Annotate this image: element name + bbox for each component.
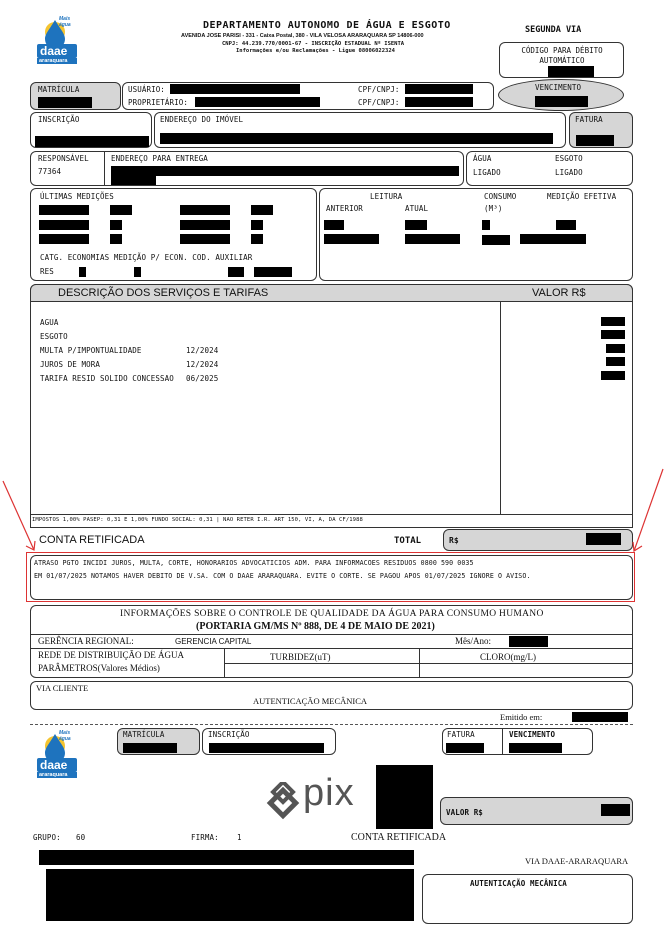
barcode-number xyxy=(39,850,414,865)
quality-title: INFORMAÇÕES SOBRE O CONTROLE DE QUALIDADE DA ÁGUA PARA CONSUMO HUMANO xyxy=(120,609,544,619)
consumo-label: CONSUMO xyxy=(484,192,517,201)
atual-label: ATUAL xyxy=(405,204,429,213)
quality-portaria: (PORTARIA GM/MS Nº 888, DE 4 DE MAIO DE 2021) xyxy=(196,621,435,632)
responsavel-value: 77364 xyxy=(38,167,62,176)
turbidez-label: TURBIDEZ(uT) xyxy=(270,652,331,662)
firma-label: FIRMA: xyxy=(191,833,219,842)
services-panel xyxy=(30,284,633,528)
catg-value: RES xyxy=(40,267,54,276)
entrega-label: ENDEREÇO PARA ENTREGA xyxy=(111,154,208,163)
stub-valor-label: VALOR R$ xyxy=(446,808,483,817)
conta-retificada: CONTA RETIFICADA xyxy=(39,534,145,546)
cpf-label-1: CPF/CNPJ: xyxy=(358,85,400,94)
endereco-label: ENDEREÇO DO IMÓVEL xyxy=(160,115,244,124)
pix-label: pix xyxy=(303,772,355,814)
autenticacao-label: AUTENTICAÇÃO MECÂNICA xyxy=(253,696,368,706)
tax-footnote: IMPOSTOS 1,00% PASEP: 0,31 E 1,00% FUNDO SOCIAL: 0,31 | NAO RETER I.R. ART 150, VI, A, DA CF/1988 xyxy=(32,517,363,523)
matricula-label: MATRÍCULA xyxy=(38,85,80,94)
left-arrow-icon xyxy=(0,478,40,558)
cut-line xyxy=(30,724,633,725)
catg-header: CATG. ECONOMIAS MEDIÇÃO P/ ECON. COD. AUXILIAR xyxy=(40,253,253,262)
stub-fatura-label: FATURA xyxy=(447,730,475,739)
logo-tagline: Mais água xyxy=(59,16,71,28)
medicao-efetiva-label: MEDIÇÃO EFETIVA xyxy=(547,192,617,201)
header-info: Informações e/ou Reclamações - Ligue 08006022324 xyxy=(236,48,395,54)
service-desc-3: JUROS DE MORA xyxy=(40,360,100,369)
service-desc-2: MULTA P/IMPONTUALIDADE xyxy=(40,346,142,355)
service-ref-2: 12/2024 xyxy=(186,346,219,355)
esgoto-status: LIGADO xyxy=(555,168,583,177)
vencimento-label: VENCIMENTO xyxy=(535,83,582,92)
service-desc-4: TARIFA RESID SOLIDO CONCESSAO xyxy=(40,374,174,383)
consumo-unit: (M³) xyxy=(484,204,503,213)
fatura-label: FATURA xyxy=(575,115,603,124)
logo-name: daae xyxy=(40,758,68,772)
cpf-label-2: CPF/CNPJ: xyxy=(358,98,400,107)
ultimas-medicoes-label: ÚLTIMAS MEDIÇÕES xyxy=(40,192,114,201)
mes-ano-label: Mês/Ano: xyxy=(455,636,491,646)
agua-status: LIGADO xyxy=(473,168,501,177)
agua-label: ÁGUA xyxy=(473,154,492,163)
service-ref-3: 12/2024 xyxy=(186,360,219,369)
header-title: DEPARTAMENTO AUTONOMO DE ÁGUA E ESGOTO xyxy=(203,20,451,31)
emitido-label: Emitido em: xyxy=(500,712,543,722)
leitura-label: LEITURA xyxy=(370,192,403,201)
cloro-label: CLORO(mg/L) xyxy=(480,652,536,662)
right-arrow-icon xyxy=(626,466,666,558)
logo-city: araraquara xyxy=(39,772,68,778)
via-daae-label: VIA DAAE-ARARAQUARA xyxy=(525,856,629,866)
copy-label: SEGUNDA VIA xyxy=(525,25,582,35)
barcode xyxy=(46,869,414,921)
service-ref-4: 06/2025 xyxy=(186,374,219,383)
pix-icon xyxy=(262,782,304,824)
pix-qr-code xyxy=(376,765,433,829)
via-cliente-label: VIA CLIENTE xyxy=(36,683,89,693)
proprietario-label: PROPRIETÁRIO: xyxy=(128,98,188,107)
grupo-value: 60 xyxy=(76,833,86,842)
notice-line-2: EM 01/07/2025 NOTAMOS HAVER DEBITO DE V.SA. COM O DAAE ARARAQUARA. EVITE O CORTE. SE PAGOU APOS 01/07/2025 IGNORE O AVISO. xyxy=(34,572,531,580)
stub-autenticacao-label: AUTENTICAÇÃO MECÂNICA xyxy=(470,879,567,888)
daae-logo xyxy=(33,14,83,66)
service-desc-0: AGUA xyxy=(40,318,59,327)
stub-matricula-label: MATRÍCULA xyxy=(123,730,165,739)
logo-tagline: Mais água xyxy=(59,730,71,742)
parametros-label: PARÂMETROS(Valores Médios) xyxy=(38,663,160,673)
header-cnpj: CNPJ: 44.239.770/0001-67 - INSCRIÇÃO ESTADUAL Nº ISENTA xyxy=(222,41,405,47)
logo-city: araraquara xyxy=(39,58,68,64)
stub-inscricao-label: INSCRIÇÃO xyxy=(208,730,250,739)
total-label: TOTAL xyxy=(394,536,422,546)
stub-retificada: CONTA RETIFICADA xyxy=(351,832,447,843)
esgoto-label: ESGOTO xyxy=(555,154,583,163)
gerencia-label: GERÊNCIA REGIONAL: xyxy=(38,636,134,646)
anterior-label: ANTERIOR xyxy=(326,204,363,213)
daae-logo-stub xyxy=(33,728,83,780)
total-currency: R$ xyxy=(449,536,459,545)
inscricao-label: INSCRIÇÃO xyxy=(38,115,80,124)
header-address: AVENIDA JOSE PARISI - 331 - Caixa Postal, 380 - VILA VELOSA ARARAQUARA SP 14806-000 xyxy=(181,33,424,39)
stub-vencimento-label: VENCIMENTO xyxy=(509,730,556,739)
logo-name: daae xyxy=(40,44,68,58)
grupo-label: GRUPO: xyxy=(33,833,61,842)
debit-code-label: CÓDIGO PARA DÉBITO AUTOMÁTICO xyxy=(521,46,603,65)
usuario-label: USUÁRIO: xyxy=(128,85,165,94)
service-desc-1: ESGOTO xyxy=(40,332,68,341)
firma-value: 1 xyxy=(237,833,242,842)
notice-line-1: ATRASO PGTO INCIDI JUROS, MULTA, CORTE, HONORARIOS ADVOCATICIOS ADM. PARA INFORMACOES RESIDUOS 0800 590 0035 xyxy=(34,559,474,567)
rede-label: REDE DE DISTRIBUIÇÃO DE ÁGUA xyxy=(38,650,184,660)
valor-header: VALOR R$ xyxy=(532,287,586,299)
services-title: DESCRIÇÃO DOS SERVIÇOS E TARIFAS xyxy=(58,287,269,299)
gerencia-value: GERENCIA CAPITAL xyxy=(175,637,252,646)
responsavel-label: RESPONSÁVEL xyxy=(38,154,89,163)
